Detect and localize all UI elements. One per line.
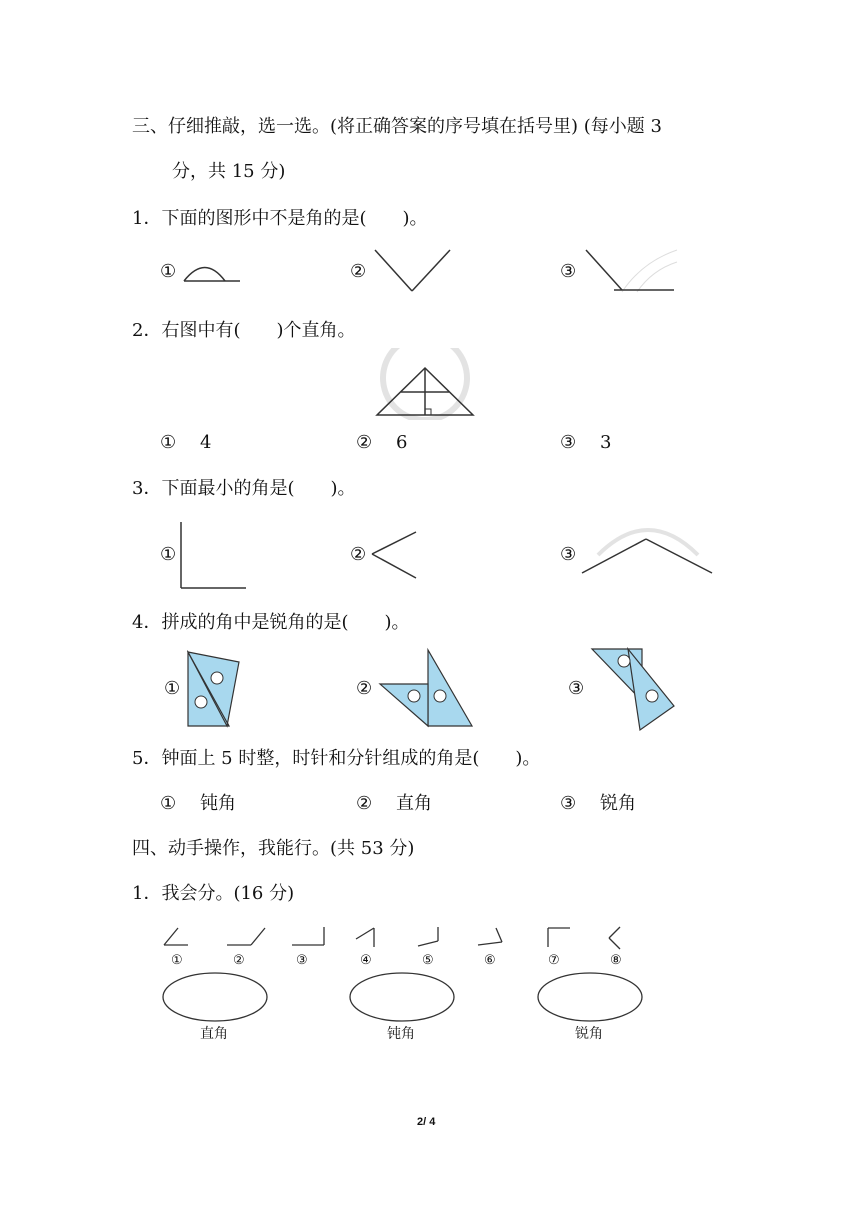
angle-label-1: ① (171, 953, 183, 968)
sort-ellipse-right-angle[interactable] (160, 970, 270, 1024)
angle-label-3: ③ (296, 953, 308, 968)
angle-figure-7 (544, 925, 574, 949)
q3-figure-right-angle (178, 520, 250, 592)
q2-option-1-value: 4 (200, 432, 212, 453)
q5-text: 5．钟面上 5 时整，时针和分针组成的角是( )。 (132, 748, 541, 769)
q2-option-3-num: ③ (560, 432, 577, 453)
q3-text: 3．下面最小的角是( )。 (132, 478, 356, 499)
angle-figure-1 (160, 925, 190, 949)
angle-figure-5 (414, 925, 442, 949)
q2-text: 2．右图中有( )个直角。 (132, 320, 356, 341)
q3-figure-acute-angle (368, 528, 420, 583)
section3-heading-line1: 三、仔细推敲，选一选。(将正确答案的序号填在括号里) (每小题 3 (132, 116, 662, 137)
q2-option-1 (160, 434, 211, 452)
q4-text: 4．拼成的角中是锐角的是( )。 (132, 612, 410, 633)
q5-option-3 (560, 795, 636, 813)
q1-figure-arc (180, 252, 245, 287)
angle-figure-3 (290, 925, 328, 949)
angle-label-8: ⑧ (610, 953, 622, 968)
angle-figure-4 (352, 925, 378, 949)
q4-marker-2: ② (356, 678, 373, 699)
q2-option-2-value: 6 (396, 432, 408, 453)
q2-option-2-num: ② (356, 432, 373, 453)
q3-marker-1: ① (160, 544, 177, 565)
section3-heading-line2: 分，共 15 分) (172, 161, 286, 182)
q3-marker-2: ② (350, 544, 367, 565)
page-number: 2/ 4 (417, 1116, 436, 1128)
q4-figure-set-squares-1 (183, 650, 243, 728)
q2-option-3-value: 3 (600, 432, 612, 453)
q5-option-3-num: ③ (560, 793, 577, 814)
q4-figure-set-squares-3 (590, 646, 678, 734)
q5-option-2-value: 直角 (396, 793, 432, 814)
angle-figure-6 (476, 925, 506, 949)
angle-label-2: ② (233, 953, 245, 968)
section4-q1-text: 1．我会分。(16 分) (132, 883, 295, 904)
sort-ellipse-obtuse-angle[interactable] (347, 970, 457, 1024)
q1-marker-3: ③ (560, 261, 577, 282)
q5-option-3-value: 锐角 (600, 793, 636, 814)
category-label-obtuse-angle: 钝角 (387, 1026, 415, 1042)
angle-label-4: ④ (360, 953, 372, 968)
q5-option-2 (356, 795, 432, 813)
angle-label-6: ⑥ (484, 953, 496, 968)
q5-option-1-value: 钝角 (200, 793, 236, 814)
angle-label-5: ⑤ (422, 953, 434, 968)
q3-figure-obtuse-angle (578, 515, 718, 580)
q5-option-2-num: ② (356, 793, 373, 814)
q1-figure-v-angle (370, 245, 455, 300)
q1-marker-1: ① (160, 261, 177, 282)
q2-option-2 (356, 434, 407, 452)
q1-text: 1．下面的图形中不是角的是( )。 (132, 208, 428, 229)
section4-heading: 四、动手操作，我能行。(共 53 分) (132, 838, 415, 859)
category-label-right-angle: 直角 (200, 1026, 228, 1042)
category-label-acute-angle: 锐角 (575, 1026, 603, 1042)
angle-figure-8 (606, 925, 624, 951)
q1-marker-2: ② (350, 261, 367, 282)
q4-figure-set-squares-2 (378, 646, 476, 731)
angle-figure-2 (225, 925, 269, 949)
q1-figure-open-lines (582, 242, 682, 302)
q4-marker-1: ① (164, 678, 181, 699)
sort-ellipse-acute-angle[interactable] (535, 970, 645, 1024)
q2-option-3 (560, 434, 611, 452)
q2-option-1-num: ① (160, 432, 177, 453)
q3-marker-3: ③ (560, 544, 577, 565)
q4-marker-3: ③ (568, 678, 585, 699)
q5-option-1-num: ① (160, 793, 177, 814)
q2-figure-triangle (375, 348, 475, 420)
q5-option-1 (160, 795, 236, 813)
angle-label-7: ⑦ (548, 953, 560, 968)
